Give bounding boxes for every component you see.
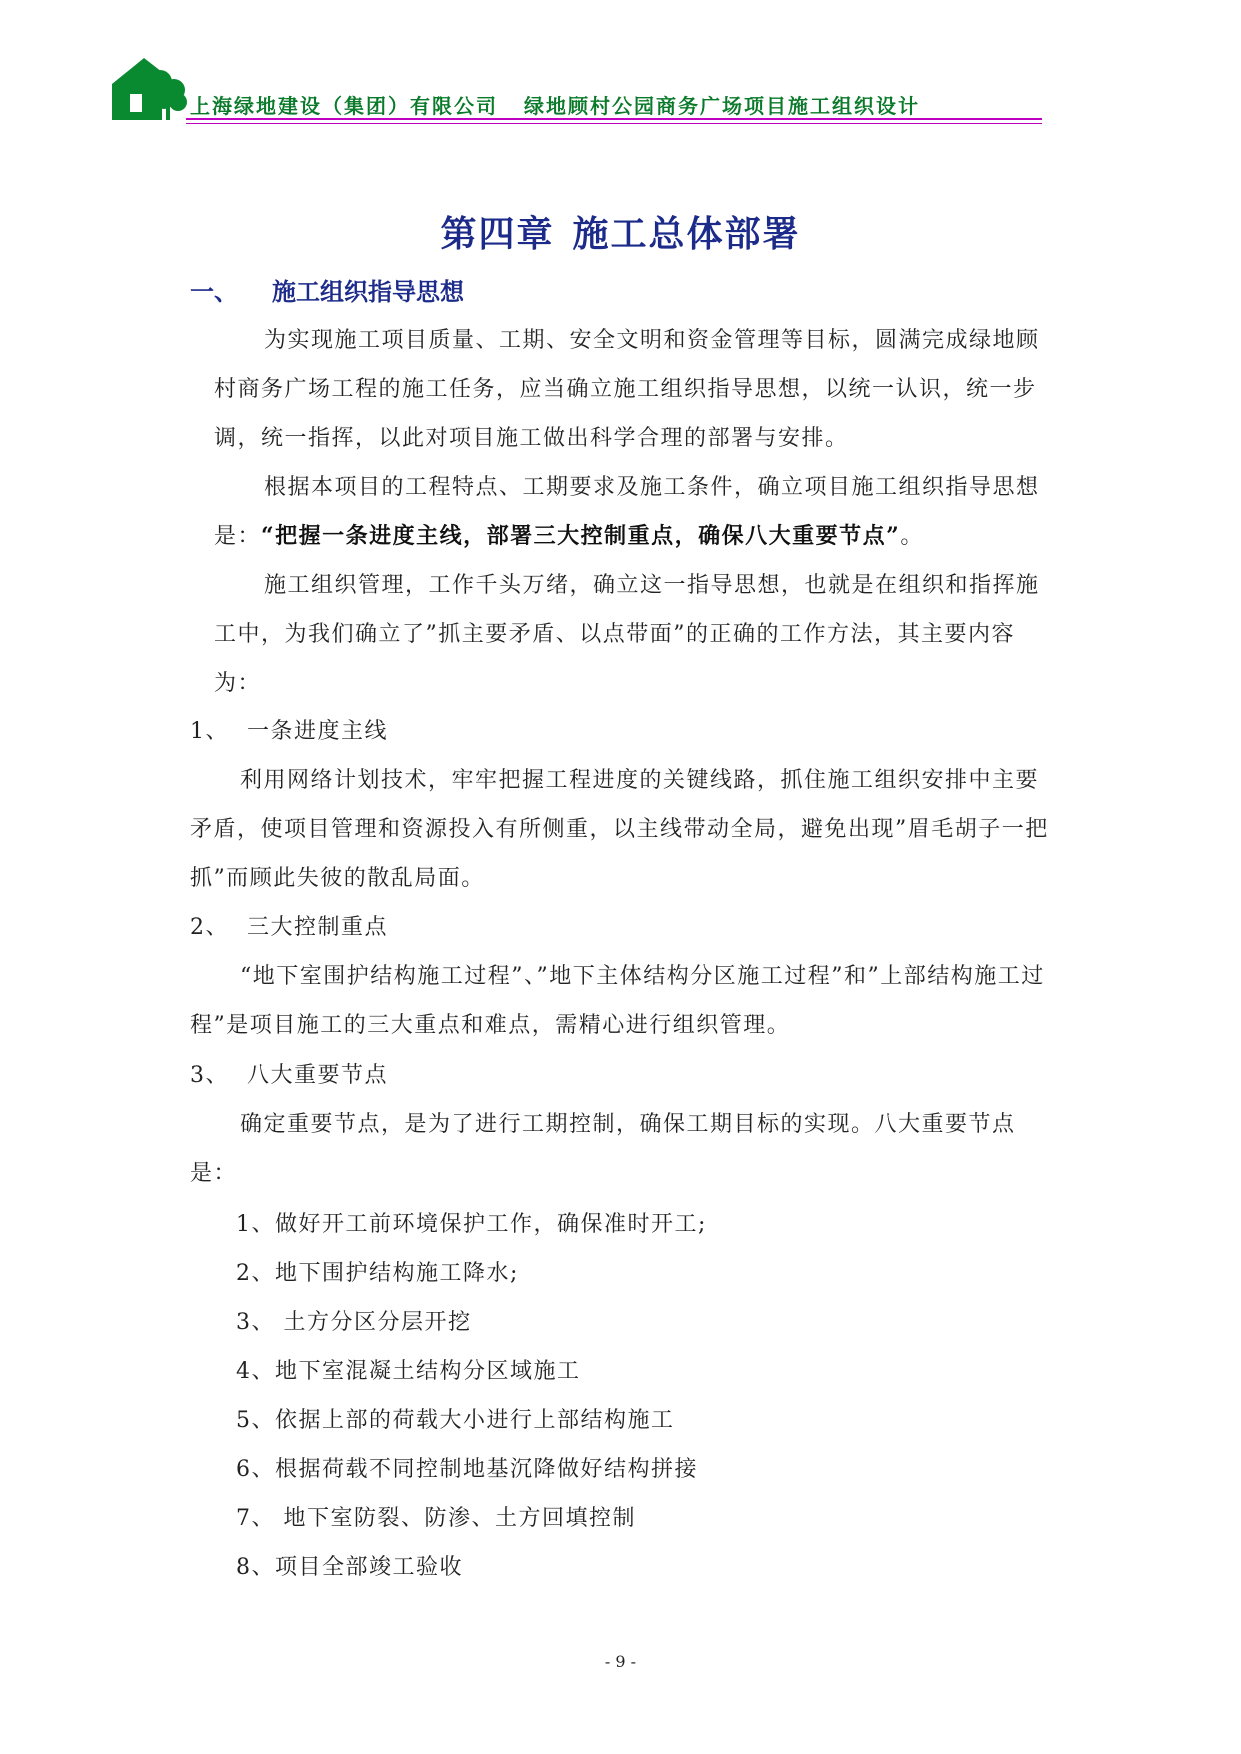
paragraph-guiding-idea bbox=[214, 463, 1060, 561]
list-item: 5、依据上部的荷载大小进行上部结构施工 bbox=[236, 1408, 675, 1433]
item-number: 2、 bbox=[190, 915, 229, 940]
header-rule-thin bbox=[186, 123, 1042, 124]
list-item: 2、地下围护结构施工降水; bbox=[236, 1261, 519, 1286]
section-title: 施工组织指导思想 bbox=[272, 278, 464, 306]
item-heading-2 bbox=[190, 910, 388, 941]
item-heading-3 bbox=[190, 1058, 388, 1089]
item-heading-1 bbox=[190, 714, 388, 745]
item-title: 一条进度主线 bbox=[247, 719, 389, 744]
list-item: 3、 土方分区分层开挖 bbox=[236, 1310, 472, 1335]
key-nodes-list bbox=[236, 1200, 707, 1592]
item-title: 三大控制重点 bbox=[247, 915, 389, 940]
list-item: 1、做好开工前环境保护工作，确保准时开工; bbox=[236, 1212, 707, 1237]
guiding-idea-motto: “把握一条进度主线，部署三大控制重点，确保八大重要节点” bbox=[261, 523, 901, 549]
chapter-name: 施工总体部署 bbox=[572, 214, 801, 255]
list-item: 4、地下室混凝土结构分区域施工 bbox=[236, 1359, 581, 1384]
header-rule bbox=[186, 118, 1042, 120]
item-title: 八大重要节点 bbox=[247, 1063, 389, 1088]
company-logo bbox=[112, 54, 188, 120]
item-body-1: 利用网络计划技术，牢牢把握工程进度的关键线路，抓住施工组织安排中主要矛盾，使项目管理和资源投入有所侧重，以主线带动全局，避免出现”眉毛胡子一把抓”而顾此失彼的散乱局面。 bbox=[190, 768, 1049, 891]
item-body-2: “地下室围护结构施工过程”、”地下主体结构分区施工过程”和”上部结构施工过程”是项目施工的三大重点和难点，需精心进行组织管理。 bbox=[190, 964, 1045, 1038]
chapter-number: 第四章 bbox=[440, 214, 555, 255]
item-body-3: 确定重要节点，是为了进行工期控制，确保工期目标的实现。八大重要节点是： bbox=[190, 1112, 1016, 1186]
list-item: 6、根据荷载不同控制地基沉降做好结构拼接 bbox=[236, 1457, 698, 1482]
header-text bbox=[190, 90, 920, 119]
paragraph-method: 施工组织管理，工作千头万绪，确立这一指导思想，也就是在组织和指挥施工中，为我们确立了”抓主要矛盾、以点带面”的正确的工作方法，其主要内容为： bbox=[214, 573, 1040, 696]
section-heading bbox=[190, 272, 464, 307]
guiding-idea-lead: 根据本项目的工程特点、工期要求及施工条件，确立项目施工组织指导思想是： bbox=[214, 475, 1040, 549]
list-item: 7、 地下室防裂、防渗、土方回填控制 bbox=[236, 1506, 636, 1531]
header-company: 上海绿地建设（集团）有限公司 bbox=[190, 94, 498, 118]
paragraph-intro: 为实现施工项目质量、工期、安全文明和资金管理等目标，圆满完成绿地顾村商务广场工程的施工任务，应当确立施工组织指导思想，以统一认识，统一步调，统一指挥，以此对项目施工做出科学合理的部署与安排。 bbox=[214, 328, 1040, 451]
chapter-title bbox=[0, 206, 1241, 257]
item-number: 1、 bbox=[190, 719, 229, 744]
header-project: 绿地顾村公园商务广场项目施工组织设计 bbox=[524, 94, 920, 118]
page-header bbox=[112, 54, 1042, 124]
guiding-idea-end: 。 bbox=[900, 524, 924, 549]
list-item: 8、项目全部竣工验收 bbox=[236, 1555, 463, 1580]
page-number: - 9 - bbox=[604, 1652, 637, 1671]
item-number: 3、 bbox=[190, 1063, 229, 1088]
section-number: 一、 bbox=[190, 278, 238, 306]
